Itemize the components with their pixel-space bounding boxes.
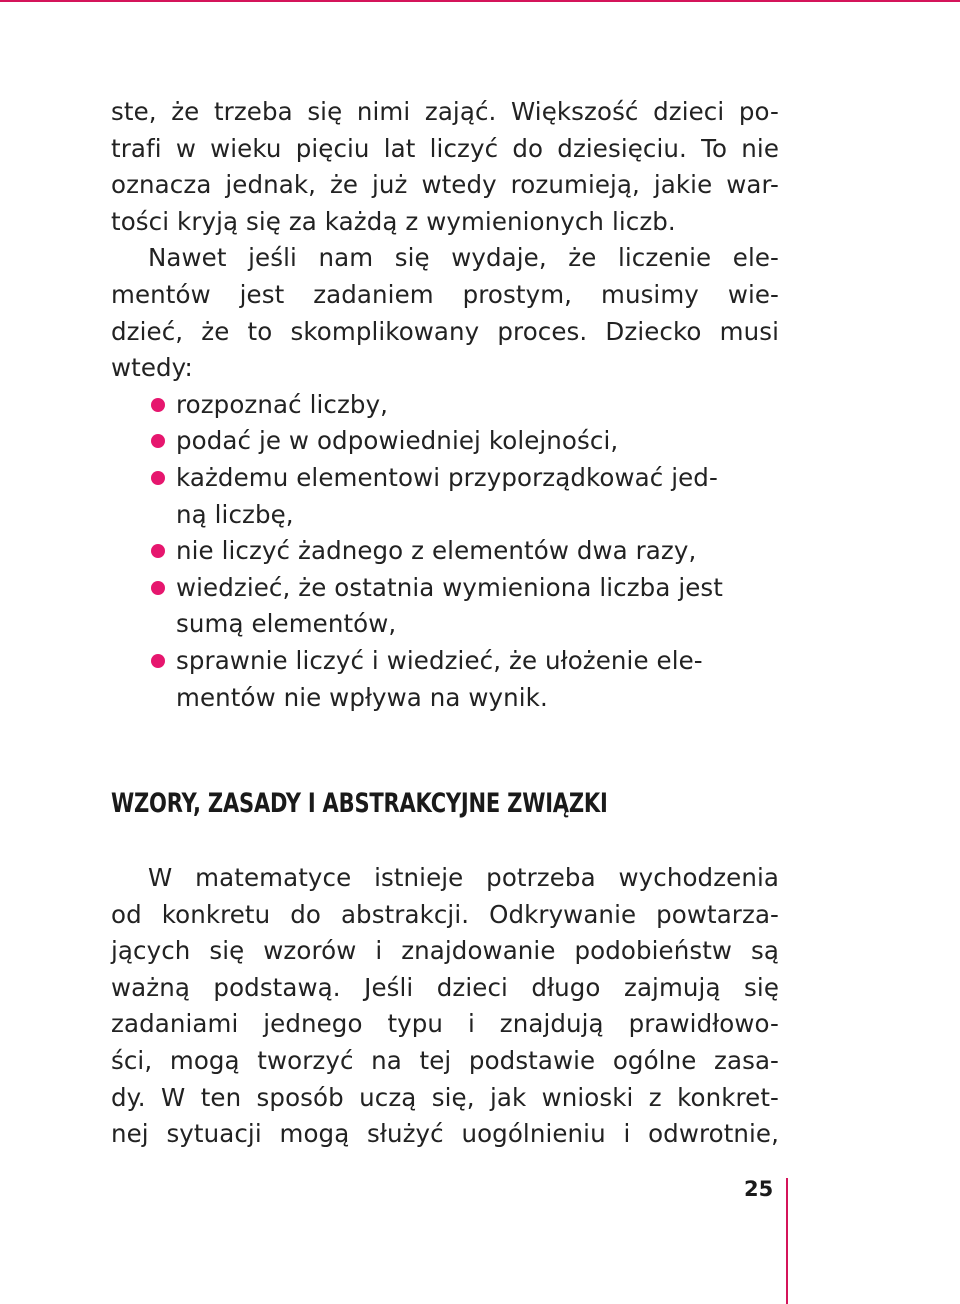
text-line: ści, mogą tworzyć na tej podstawie ogólne zasa-: [111, 1045, 779, 1075]
bullet-dot-icon: [151, 581, 165, 595]
text-line: ważną podstawą. Jeśli dzieci długo zajmują się: [111, 972, 779, 1002]
bullet-dot-icon: [151, 398, 165, 412]
list-item-text: mentów nie wpływa na wynik.: [176, 682, 548, 712]
text-line: W matematyce istnieje potrzeba wychodzenia: [148, 863, 779, 892]
bullet-dot-icon: [151, 544, 165, 558]
body-text-bottom: [111, 860, 779, 1153]
list-item: [111, 643, 779, 716]
text-line: nej sytuacji mogą służyć uogólnieniu i odwrotnie,: [111, 1119, 779, 1149]
text-line: tości kryją się za każdą z wymienionych liczb.: [111, 206, 676, 236]
list-item-text: sprawnie liczyć i wiedzieć, że ułożenie ele-: [176, 645, 703, 675]
bullet-dot-icon: [151, 654, 165, 668]
text-line: trafi w wieku pięciu lat liczyć do dziesięciu. To nie: [111, 133, 779, 163]
text-line: jących się wzorów i znajdowanie podobieństw są: [111, 936, 779, 966]
list-item: [111, 570, 779, 643]
list-item-text: ną liczbę,: [176, 499, 294, 529]
section-heading: WZORY, ZASADY I ABSTRAKCYJNE ZWIĄZKI: [111, 788, 608, 819]
list-item-text: podać je w odpowiedniej kolejności,: [176, 426, 619, 456]
page-number-rule: [786, 1178, 788, 1304]
list-item: [111, 460, 779, 533]
text-line: ste, że trzeba się nimi zająć. Większość dzieci po-: [111, 97, 779, 126]
bullet-list: [111, 387, 779, 716]
body-text-top: [111, 94, 779, 716]
list-item-text: wiedzieć, że ostatnia wymieniona liczba jest: [176, 572, 723, 602]
list-item: [111, 387, 779, 424]
list-item-text: sumą elementów,: [176, 609, 397, 639]
top-border-rule: [0, 0, 960, 2]
bullet-dot-icon: [151, 471, 165, 485]
text-line: mentów jest zadaniem prostym, musimy wie-: [111, 279, 779, 309]
list-item-text: każdemu elementowi przyporządkować jed-: [176, 462, 718, 492]
text-line: oznacza jednak, że już wtedy rozumieją, jakie war-: [111, 170, 779, 200]
list-item-text: nie liczyć żadnego z elementów dwa razy,: [176, 536, 697, 566]
page-number: 25: [744, 1177, 774, 1201]
text-line: wtedy:: [111, 353, 193, 383]
text-line: zadaniami jednego typu i znajdują prawidłowo-: [111, 1009, 779, 1039]
text-line: dy. W ten sposób uczą się, jak wnioski z konkret-: [111, 1082, 779, 1112]
text-line: od konkretu do abstrakcji. Odkrywanie powtarza-: [111, 899, 779, 929]
list-item: [111, 423, 779, 460]
bullet-dot-icon: [151, 434, 165, 448]
list-item: [111, 533, 779, 570]
text-line: dzieć, że to skomplikowany proces. Dziecko musi: [111, 316, 779, 346]
text-line: Nawet jeśli nam się wydaje, że liczenie ele-: [148, 243, 779, 273]
list-item-text: rozpoznać liczby,: [176, 389, 389, 419]
